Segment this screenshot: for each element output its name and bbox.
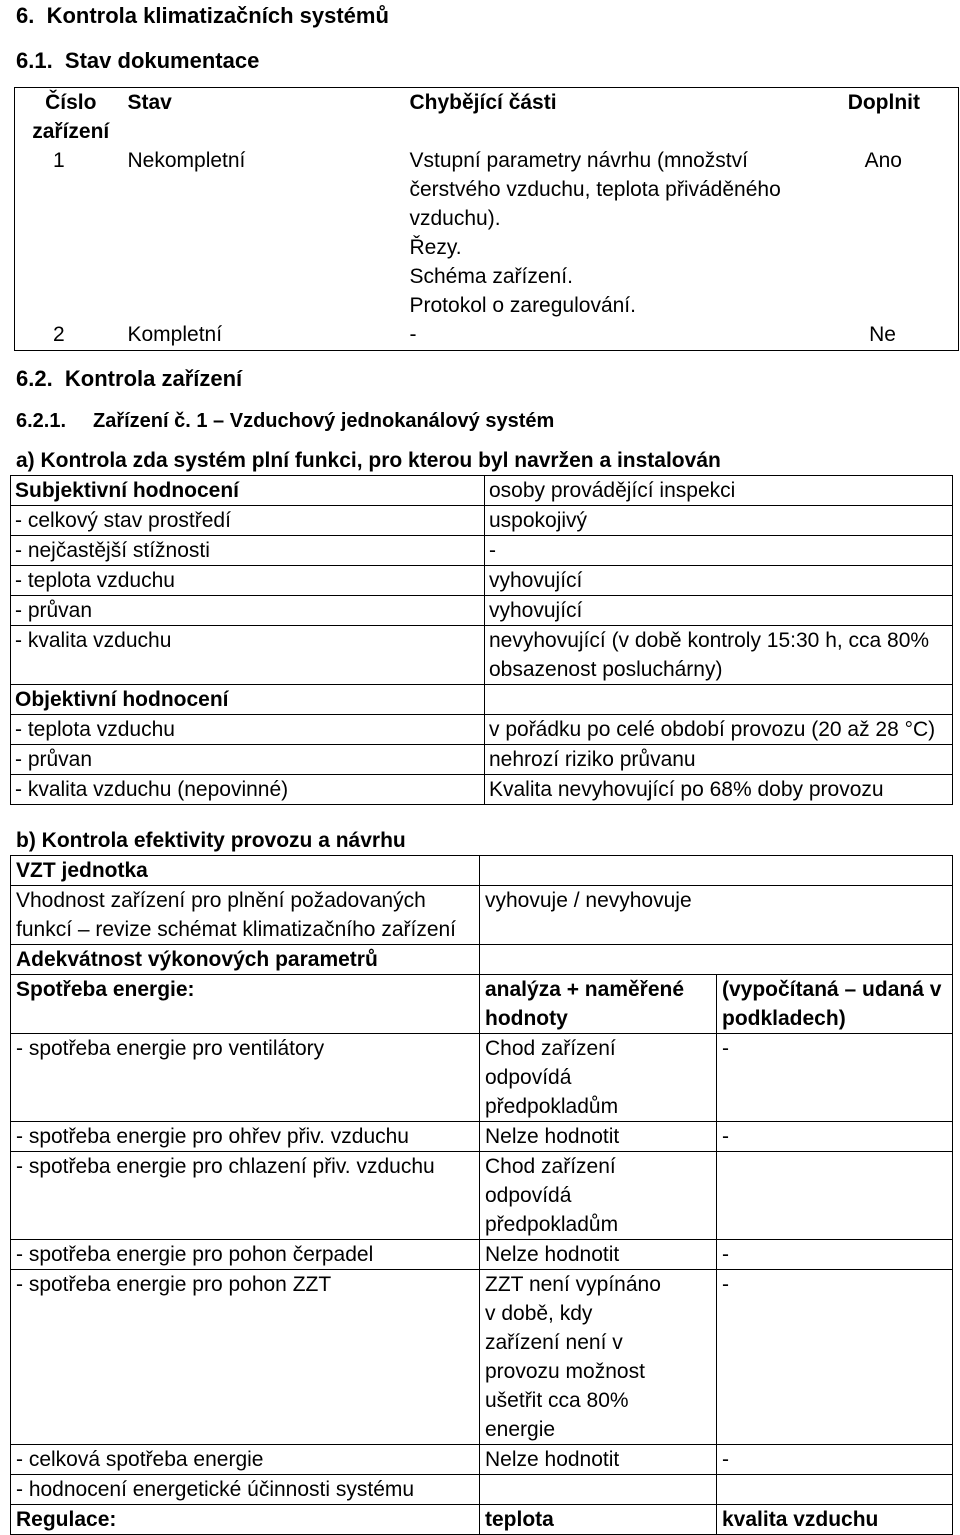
empty-cell (480, 856, 953, 886)
device-title: Zařízení č. 1 – Vzduchový jednokanálový systém (93, 410, 555, 432)
suitability-value: vyhovuje / nevyhovuje (480, 886, 953, 945)
table-row (11, 715, 953, 745)
row-label: - spotřeba energie pro pohon ZZT (11, 1270, 480, 1445)
table-row (11, 886, 953, 945)
table-row (11, 856, 953, 886)
table-row (11, 975, 953, 1034)
energy-col-measured: analýza + naměřené hodnoty (480, 975, 717, 1034)
row-calc: - (717, 1122, 953, 1152)
row-calc (717, 1475, 953, 1505)
suitability-label: Vhodnost zařízení pro plnění požadovaných funkcí – revize schémat klimatizačního zařízení (11, 886, 480, 945)
table-row (11, 1445, 953, 1475)
assessment-table (10, 475, 953, 805)
row-value: Nelze hodnotit (480, 1240, 717, 1270)
objective-label: Objektivní hodnocení (11, 685, 485, 715)
row-value: Kvalita nevyhovující po 68% doby provozu (485, 775, 953, 805)
table-row (11, 476, 953, 506)
table-row (11, 1034, 953, 1122)
missing-part: Řezy. (409, 236, 462, 259)
device-number: 2 (53, 323, 65, 346)
table-row (11, 1240, 953, 1270)
missing-part: Schéma zařízení. (409, 265, 573, 288)
row-label: - kvalita vzduchu (nepovinné) (11, 775, 485, 805)
table-row (11, 506, 953, 536)
table-row (11, 1122, 953, 1152)
row-label: - hodnocení energetické účinnosti systému (11, 1475, 480, 1505)
row-value: Nelze hodnotit (480, 1445, 717, 1475)
part-b-heading: b) Kontrola efektivity provozu a návrhu (16, 829, 406, 852)
subsection-number: 6.2.1. (16, 410, 67, 432)
row-value: uspokojivý (485, 506, 953, 536)
row-value: nevyhovující (v době kontroly 15:30 h, cca 80% obsazenost posluchárny) (485, 626, 953, 685)
header-fill-in: Doplnit (847, 91, 920, 114)
table-row (11, 1475, 953, 1505)
missing-part: Vstupní parametry návrhu (množství čerstvého vzduchu, teplota přiváděného vzduchu). (409, 149, 781, 230)
empty-cell (485, 685, 953, 715)
table-row (15, 146, 959, 320)
row-value: - (485, 536, 953, 566)
missing-parts-cell (406, 146, 825, 320)
row-calc: - (717, 1445, 953, 1475)
row-value: Chod zařízení odpovídá předpokladům (480, 1034, 717, 1122)
regulation-air-quality: kvalita vzduchu (717, 1505, 953, 1535)
device-number: 1 (53, 149, 65, 172)
regulation-temperature: teplota (480, 1505, 717, 1535)
row-label: - nejčastější stížnosti (11, 536, 485, 566)
row-calc: - (717, 1034, 953, 1122)
documentation-table (14, 87, 959, 351)
row-label: - spotřeba energie pro ohřev přiv. vzduchu (11, 1122, 480, 1152)
table-row (11, 1152, 953, 1240)
row-label: - celkový stav prostředí (11, 506, 485, 536)
table-row (11, 1270, 953, 1445)
row-label: - teplota vzduchu (11, 566, 485, 596)
table-row (11, 685, 953, 715)
subjective-value: osoby provádějící inspekci (485, 476, 953, 506)
row-value: Chod zařízení odpovídá předpokladům (480, 1152, 717, 1240)
row-label: - průvan (11, 596, 485, 626)
energy-label: Spotřeba energie: (11, 975, 480, 1034)
energy-col-calculated: (vypočítaná – udaná v podkladech) (717, 975, 953, 1034)
row-label: - kvalita vzduchu (11, 626, 485, 685)
row-calc: - (717, 1240, 953, 1270)
header-state: Stav (127, 91, 172, 114)
row-value: ZZT není vypínáno v době, kdy zařízení není v provozu možnost ušetřit cca 80% energie (480, 1270, 717, 1445)
part-a-heading: a) Kontrola zda systém plní funkci, pro kterou byl navržen a instalován (16, 449, 721, 472)
fill-in-value: Ano (864, 149, 902, 172)
row-value: nehrozí riziko průvanu (485, 745, 953, 775)
table-row (11, 945, 953, 975)
row-label: - spotřeba energie pro chlazení přiv. vzduchu (11, 1152, 480, 1240)
row-label: - průvan (11, 745, 485, 775)
row-value: vyhovující (485, 566, 953, 596)
efficiency-table (10, 855, 953, 1535)
header-missing-parts: Chybějící části (409, 91, 557, 114)
row-label: - spotřeba energie pro ventilátory (11, 1034, 480, 1122)
row-value: vyhovující (485, 596, 953, 626)
fill-in-value: Ne (869, 323, 896, 346)
row-value: Nelze hodnotit (480, 1122, 717, 1152)
missing-part: - (409, 323, 417, 346)
vzt-unit-label: VZT jednotka (11, 856, 480, 886)
table-row (15, 320, 959, 350)
device-state: Kompletní (127, 323, 223, 346)
table-row (11, 745, 953, 775)
regulation-label: Regulace: (11, 1505, 480, 1535)
subsection-device-check: 6.2. Kontrola zařízení (16, 366, 243, 391)
subjective-label: Subjektivní hodnocení (11, 476, 485, 506)
row-value (480, 1475, 717, 1505)
row-value: v pořádku po celé období provozu (20 až 28 °C) (485, 715, 953, 745)
row-calc (717, 1152, 953, 1240)
table-row (11, 596, 953, 626)
table-row (11, 775, 953, 805)
row-label: - teplota vzduchu (11, 715, 485, 745)
adequacy-label: Adekvátnost výkonových parametrů (11, 945, 480, 975)
empty-cell (480, 945, 953, 975)
row-calc: - (717, 1270, 953, 1445)
subsection-doc-status: 6.1. Stav dokumentace (16, 48, 260, 73)
table-row (11, 626, 953, 685)
header-device-number: Číslo zařízení (32, 91, 110, 143)
row-label: - celková spotřeba energie (11, 1445, 480, 1475)
table-header-row (15, 88, 959, 147)
device-state: Nekompletní (127, 149, 246, 172)
table-row (11, 536, 953, 566)
missing-part: Protokol o zaregulování. (409, 294, 636, 317)
table-row (11, 566, 953, 596)
table-row (11, 1505, 953, 1535)
section-heading: 6. Kontrola klimatizačních systémů (16, 3, 389, 28)
row-label: - spotřeba energie pro pohon čerpadel (11, 1240, 480, 1270)
